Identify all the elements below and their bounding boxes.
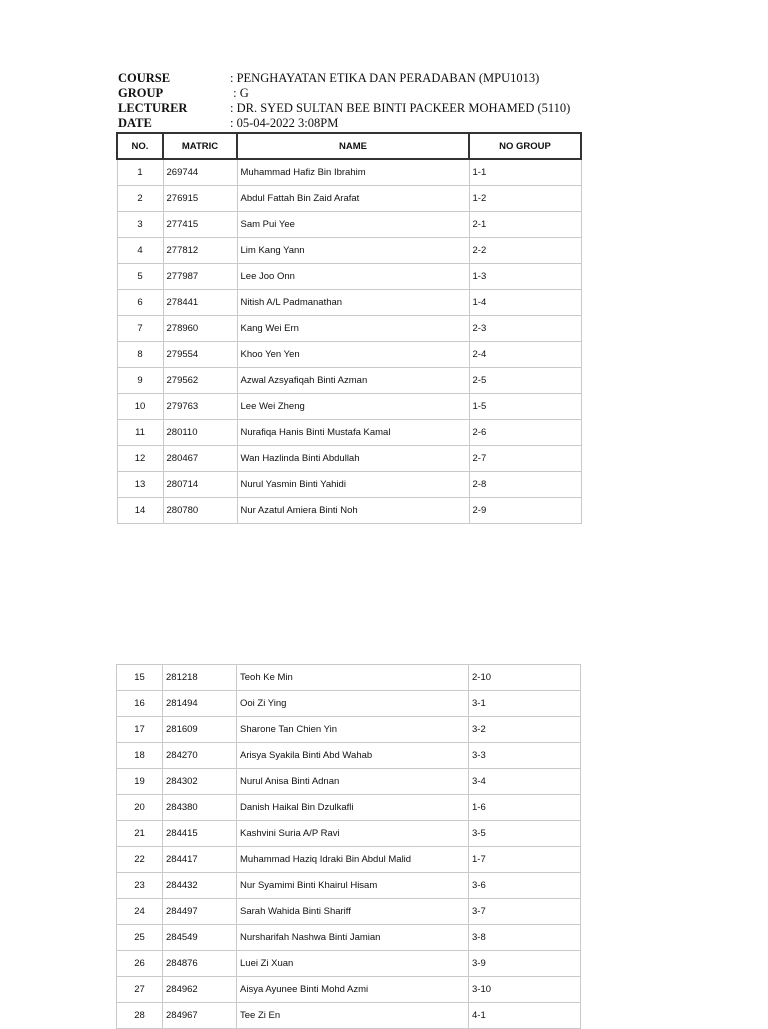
cell-name: Sam Pui Yee bbox=[237, 212, 469, 238]
table-body-page2 bbox=[117, 665, 581, 1029]
cell-no: 3 bbox=[117, 212, 163, 238]
cell-name: Nur Azatul Amiera Binti Noh bbox=[237, 498, 469, 524]
cell-matric: 284417 bbox=[163, 847, 237, 873]
cell-group: 1-7 bbox=[469, 847, 581, 873]
cell-matric: 277812 bbox=[163, 238, 237, 264]
header-name: NAME bbox=[237, 133, 469, 159]
table-header-row bbox=[117, 133, 581, 159]
cell-no: 18 bbox=[117, 743, 163, 769]
course-value: : PENGHAYATAN ETIKA DAN PERADABAN (MPU1013) bbox=[230, 71, 540, 85]
cell-no: 8 bbox=[117, 342, 163, 368]
cell-matric: 279562 bbox=[163, 368, 237, 394]
header-no: NO. bbox=[117, 133, 163, 159]
cell-matric: 276915 bbox=[163, 186, 237, 212]
date-label: DATE bbox=[118, 116, 152, 130]
cell-no: 13 bbox=[117, 472, 163, 498]
cell-no: 27 bbox=[117, 977, 163, 1003]
cell-name: Abdul Fattah Bin Zaid Arafat bbox=[237, 186, 469, 212]
group-row bbox=[118, 86, 570, 101]
cell-group: 2-9 bbox=[469, 498, 581, 524]
student-table-page2 bbox=[116, 664, 581, 1029]
cell-name: Nurul Yasmin Binti Yahidi bbox=[237, 472, 469, 498]
cell-name: Nurafiqa Hanis Binti Mustafa Kamal bbox=[237, 420, 469, 446]
table-row bbox=[117, 212, 581, 238]
table-row bbox=[117, 899, 581, 925]
table-row bbox=[117, 264, 581, 290]
cell-matric: 284962 bbox=[163, 977, 237, 1003]
header-matric: MATRIC bbox=[163, 133, 237, 159]
cell-no: 15 bbox=[117, 665, 163, 691]
cell-group: 2-8 bbox=[469, 472, 581, 498]
cell-name: Sharone Tan Chien Yin bbox=[237, 717, 469, 743]
cell-group: 3-7 bbox=[469, 899, 581, 925]
cell-group: 3-2 bbox=[469, 717, 581, 743]
cell-no: 2 bbox=[117, 186, 163, 212]
cell-matric: 280780 bbox=[163, 498, 237, 524]
lecturer-row bbox=[118, 101, 570, 116]
cell-name: Muhammad Hafiz Bin Ibrahim bbox=[237, 159, 469, 186]
cell-matric: 284876 bbox=[163, 951, 237, 977]
cell-matric: 280110 bbox=[163, 420, 237, 446]
cell-matric: 284415 bbox=[163, 821, 237, 847]
cell-name: Azwal Azsyafiqah Binti Azman bbox=[237, 368, 469, 394]
cell-name: Arisya Syakila Binti Abd Wahab bbox=[237, 743, 469, 769]
cell-group: 1-1 bbox=[469, 159, 581, 186]
table-row bbox=[117, 316, 581, 342]
cell-name: Ooi Zi Ying bbox=[237, 691, 469, 717]
cell-no: 5 bbox=[117, 264, 163, 290]
cell-matric: 281609 bbox=[163, 717, 237, 743]
table-row bbox=[117, 925, 581, 951]
cell-no: 16 bbox=[117, 691, 163, 717]
cell-matric: 278960 bbox=[163, 316, 237, 342]
cell-group: 2-2 bbox=[469, 238, 581, 264]
table-row bbox=[117, 821, 581, 847]
cell-group: 2-4 bbox=[469, 342, 581, 368]
lecturer-label: LECTURER bbox=[118, 101, 188, 115]
cell-group: 3-10 bbox=[469, 977, 581, 1003]
cell-name: Luei Zi Xuan bbox=[237, 951, 469, 977]
cell-no: 26 bbox=[117, 951, 163, 977]
cell-group: 3-3 bbox=[469, 743, 581, 769]
table-row bbox=[117, 717, 581, 743]
cell-group: 2-5 bbox=[469, 368, 581, 394]
student-table-page1 bbox=[116, 132, 582, 524]
course-info bbox=[118, 71, 570, 131]
cell-name: Nur Syamimi Binti Khairul Hisam bbox=[237, 873, 469, 899]
table-row bbox=[117, 394, 581, 420]
group-value: : G bbox=[230, 86, 249, 100]
cell-name: Lee Wei Zheng bbox=[237, 394, 469, 420]
cell-no: 21 bbox=[117, 821, 163, 847]
cell-no: 4 bbox=[117, 238, 163, 264]
table-row bbox=[117, 873, 581, 899]
cell-group: 3-4 bbox=[469, 769, 581, 795]
cell-group: 3-8 bbox=[469, 925, 581, 951]
cell-no: 17 bbox=[117, 717, 163, 743]
date-row bbox=[118, 116, 570, 131]
table-row bbox=[117, 186, 581, 212]
header-no-group: NO GROUP bbox=[469, 133, 581, 159]
cell-group: 2-3 bbox=[469, 316, 581, 342]
cell-matric: 279763 bbox=[163, 394, 237, 420]
cell-name: Wan Hazlinda Binti Abdullah bbox=[237, 446, 469, 472]
cell-group: 1-3 bbox=[469, 264, 581, 290]
cell-matric: 284432 bbox=[163, 873, 237, 899]
cell-name: Kashvini Suria A/P Ravi bbox=[237, 821, 469, 847]
cell-matric: 278441 bbox=[163, 290, 237, 316]
cell-name: Danish Haikal Bin Dzulkafli bbox=[237, 795, 469, 821]
table-row bbox=[117, 368, 581, 394]
cell-no: 20 bbox=[117, 795, 163, 821]
table-row bbox=[117, 665, 581, 691]
cell-no: 1 bbox=[117, 159, 163, 186]
table-body-page1 bbox=[117, 159, 581, 524]
cell-group: 1-6 bbox=[469, 795, 581, 821]
cell-group: 2-10 bbox=[469, 665, 581, 691]
cell-group: 1-2 bbox=[469, 186, 581, 212]
cell-group: 3-9 bbox=[469, 951, 581, 977]
cell-name: Nurul Anisa Binti Adnan bbox=[237, 769, 469, 795]
cell-name: Khoo Yen Yen bbox=[237, 342, 469, 368]
cell-group: 1-4 bbox=[469, 290, 581, 316]
cell-no: 9 bbox=[117, 368, 163, 394]
cell-name: Lee Joo Onn bbox=[237, 264, 469, 290]
cell-group: 3-1 bbox=[469, 691, 581, 717]
cell-matric: 280467 bbox=[163, 446, 237, 472]
table-row bbox=[117, 159, 581, 186]
cell-name: Sarah Wahida Binti Shariff bbox=[237, 899, 469, 925]
cell-group: 2-1 bbox=[469, 212, 581, 238]
cell-group: 3-5 bbox=[469, 821, 581, 847]
cell-group: 3-6 bbox=[469, 873, 581, 899]
cell-no: 10 bbox=[117, 394, 163, 420]
table-row bbox=[117, 795, 581, 821]
cell-matric: 269744 bbox=[163, 159, 237, 186]
cell-no: 19 bbox=[117, 769, 163, 795]
cell-no: 23 bbox=[117, 873, 163, 899]
table-row bbox=[117, 238, 581, 264]
cell-group: 2-7 bbox=[469, 446, 581, 472]
table-row bbox=[117, 951, 581, 977]
table-row bbox=[117, 342, 581, 368]
cell-name: Aisya Ayunee Binti Mohd Azmi bbox=[237, 977, 469, 1003]
cell-matric: 284380 bbox=[163, 795, 237, 821]
cell-no: 28 bbox=[117, 1003, 163, 1029]
table-row bbox=[117, 977, 581, 1003]
table-row bbox=[117, 743, 581, 769]
date-value: : 05-04-2022 3:08PM bbox=[230, 116, 339, 130]
table-row bbox=[117, 1003, 581, 1029]
cell-matric: 277987 bbox=[163, 264, 237, 290]
cell-group: 1-5 bbox=[469, 394, 581, 420]
table-row bbox=[117, 691, 581, 717]
table-row bbox=[117, 446, 581, 472]
cell-matric: 284967 bbox=[163, 1003, 237, 1029]
cell-name: Nitish A/L Padmanathan bbox=[237, 290, 469, 316]
cell-matric: 280714 bbox=[163, 472, 237, 498]
lecturer-value: : DR. SYED SULTAN BEE BINTI PACKEER MOHAMED (5110) bbox=[230, 101, 571, 115]
cell-no: 7 bbox=[117, 316, 163, 342]
cell-matric: 284549 bbox=[163, 925, 237, 951]
cell-matric: 281218 bbox=[163, 665, 237, 691]
cell-name: Tee Zi En bbox=[237, 1003, 469, 1029]
cell-no: 22 bbox=[117, 847, 163, 873]
cell-matric: 284270 bbox=[163, 743, 237, 769]
cell-name: Muhammad Haziq Idraki Bin Abdul Malid bbox=[237, 847, 469, 873]
cell-matric: 277415 bbox=[163, 212, 237, 238]
table-row bbox=[117, 498, 581, 524]
cell-name: Kang Wei Ern bbox=[237, 316, 469, 342]
cell-name: Lim Kang Yann bbox=[237, 238, 469, 264]
cell-no: 11 bbox=[117, 420, 163, 446]
cell-matric: 284302 bbox=[163, 769, 237, 795]
cell-group: 4-1 bbox=[469, 1003, 581, 1029]
cell-group: 2-6 bbox=[469, 420, 581, 446]
cell-no: 6 bbox=[117, 290, 163, 316]
cell-matric: 281494 bbox=[163, 691, 237, 717]
table-row bbox=[117, 290, 581, 316]
cell-matric: 284497 bbox=[163, 899, 237, 925]
cell-name: Teoh Ke Min bbox=[237, 665, 469, 691]
table-row bbox=[117, 847, 581, 873]
group-label: GROUP bbox=[118, 86, 164, 100]
course-row bbox=[118, 71, 570, 86]
cell-no: 14 bbox=[117, 498, 163, 524]
cell-no: 24 bbox=[117, 899, 163, 925]
cell-no: 25 bbox=[117, 925, 163, 951]
table-row bbox=[117, 472, 581, 498]
table-row bbox=[117, 420, 581, 446]
cell-no: 12 bbox=[117, 446, 163, 472]
table-row bbox=[117, 769, 581, 795]
cell-name: Nursharifah Nashwa Binti Jamian bbox=[237, 925, 469, 951]
course-label: COURSE bbox=[118, 71, 171, 85]
cell-matric: 279554 bbox=[163, 342, 237, 368]
